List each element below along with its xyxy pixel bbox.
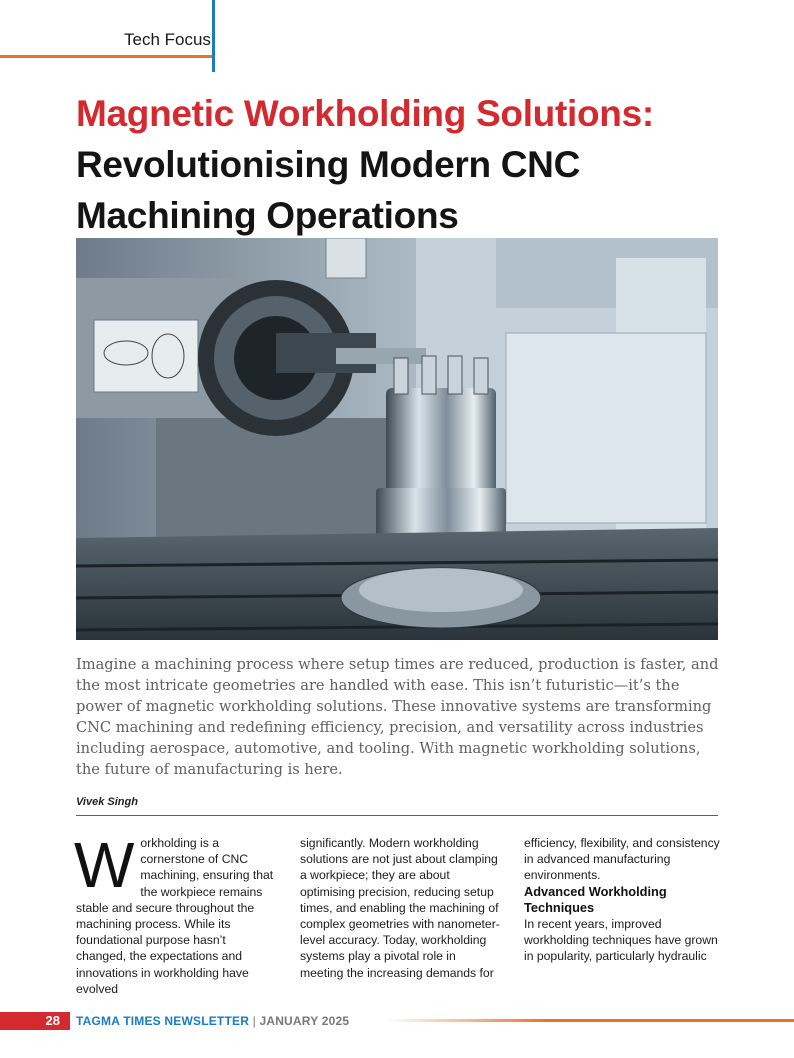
footer-publication	[76, 1014, 349, 1028]
byline-author: Vivek Singh	[76, 796, 138, 808]
footer-rule	[385, 1019, 794, 1022]
body-column-1	[74, 829, 276, 997]
title-line-2: Revolutionising Modern CNC	[76, 144, 581, 185]
body-text-3b: In recent years, improved workholding techniques have grown in popularity, particularly hydraulic	[524, 916, 718, 964]
body-column-3	[524, 835, 724, 964]
article-title	[76, 88, 756, 241]
section-tag: Tech Focus	[124, 30, 211, 49]
publication-name: TAGMA TIMES NEWSLETTER	[76, 1014, 250, 1028]
byline-rule	[76, 815, 718, 816]
subheading: Advanced Workholding Techniques	[524, 883, 667, 915]
body-text-3a: efficiency, flexibility, and consistency in advanced manufacturing environments.	[524, 836, 720, 883]
standfirst: Imagine a machining process where setup times are reduced, production is faster, and the most intricate geometries are handled with ease. This isn’t futuristic—it’s the power of magnetic workholding solutions. These innovative systems are transforming CNC machining and redefining efficiency, precision, and versatility across industries including aerospace, automotive, and tooling. With magnetic workholding solutions, the future of manufacturing is here.	[76, 656, 719, 778]
drop-cap: W	[74, 829, 135, 901]
footer-separator: |	[249, 1014, 260, 1028]
body-text-2: significantly. Modern workholding solutions are not just about clamping a workpiece; they are about optimising precision, reducing setup times, and enabling the machining of complex geometries with nanometer-level accuracy. Today, workholding systems play a pivotal role in meeting the increasing demands for	[300, 836, 500, 980]
issue-date: JANUARY 2025	[259, 1014, 350, 1028]
body-text-1: orkholding is a cornerstone of CNC machining, ensuring that the workpiece remains stable and secure throughout the machining process. While its foundational purpose hasn’t changed, the expectations and innovations in workholding have evolved	[76, 836, 274, 996]
body-column-2	[300, 835, 500, 981]
title-line-3: Machining Operations	[76, 195, 459, 236]
header-rule-vertical	[212, 0, 215, 72]
header-rule-horizontal	[0, 55, 215, 58]
title-line-1: Magnetic Workholding Solutions:	[76, 93, 654, 134]
cnc-machine-photo	[76, 238, 718, 640]
page-number: 28	[0, 1012, 70, 1030]
